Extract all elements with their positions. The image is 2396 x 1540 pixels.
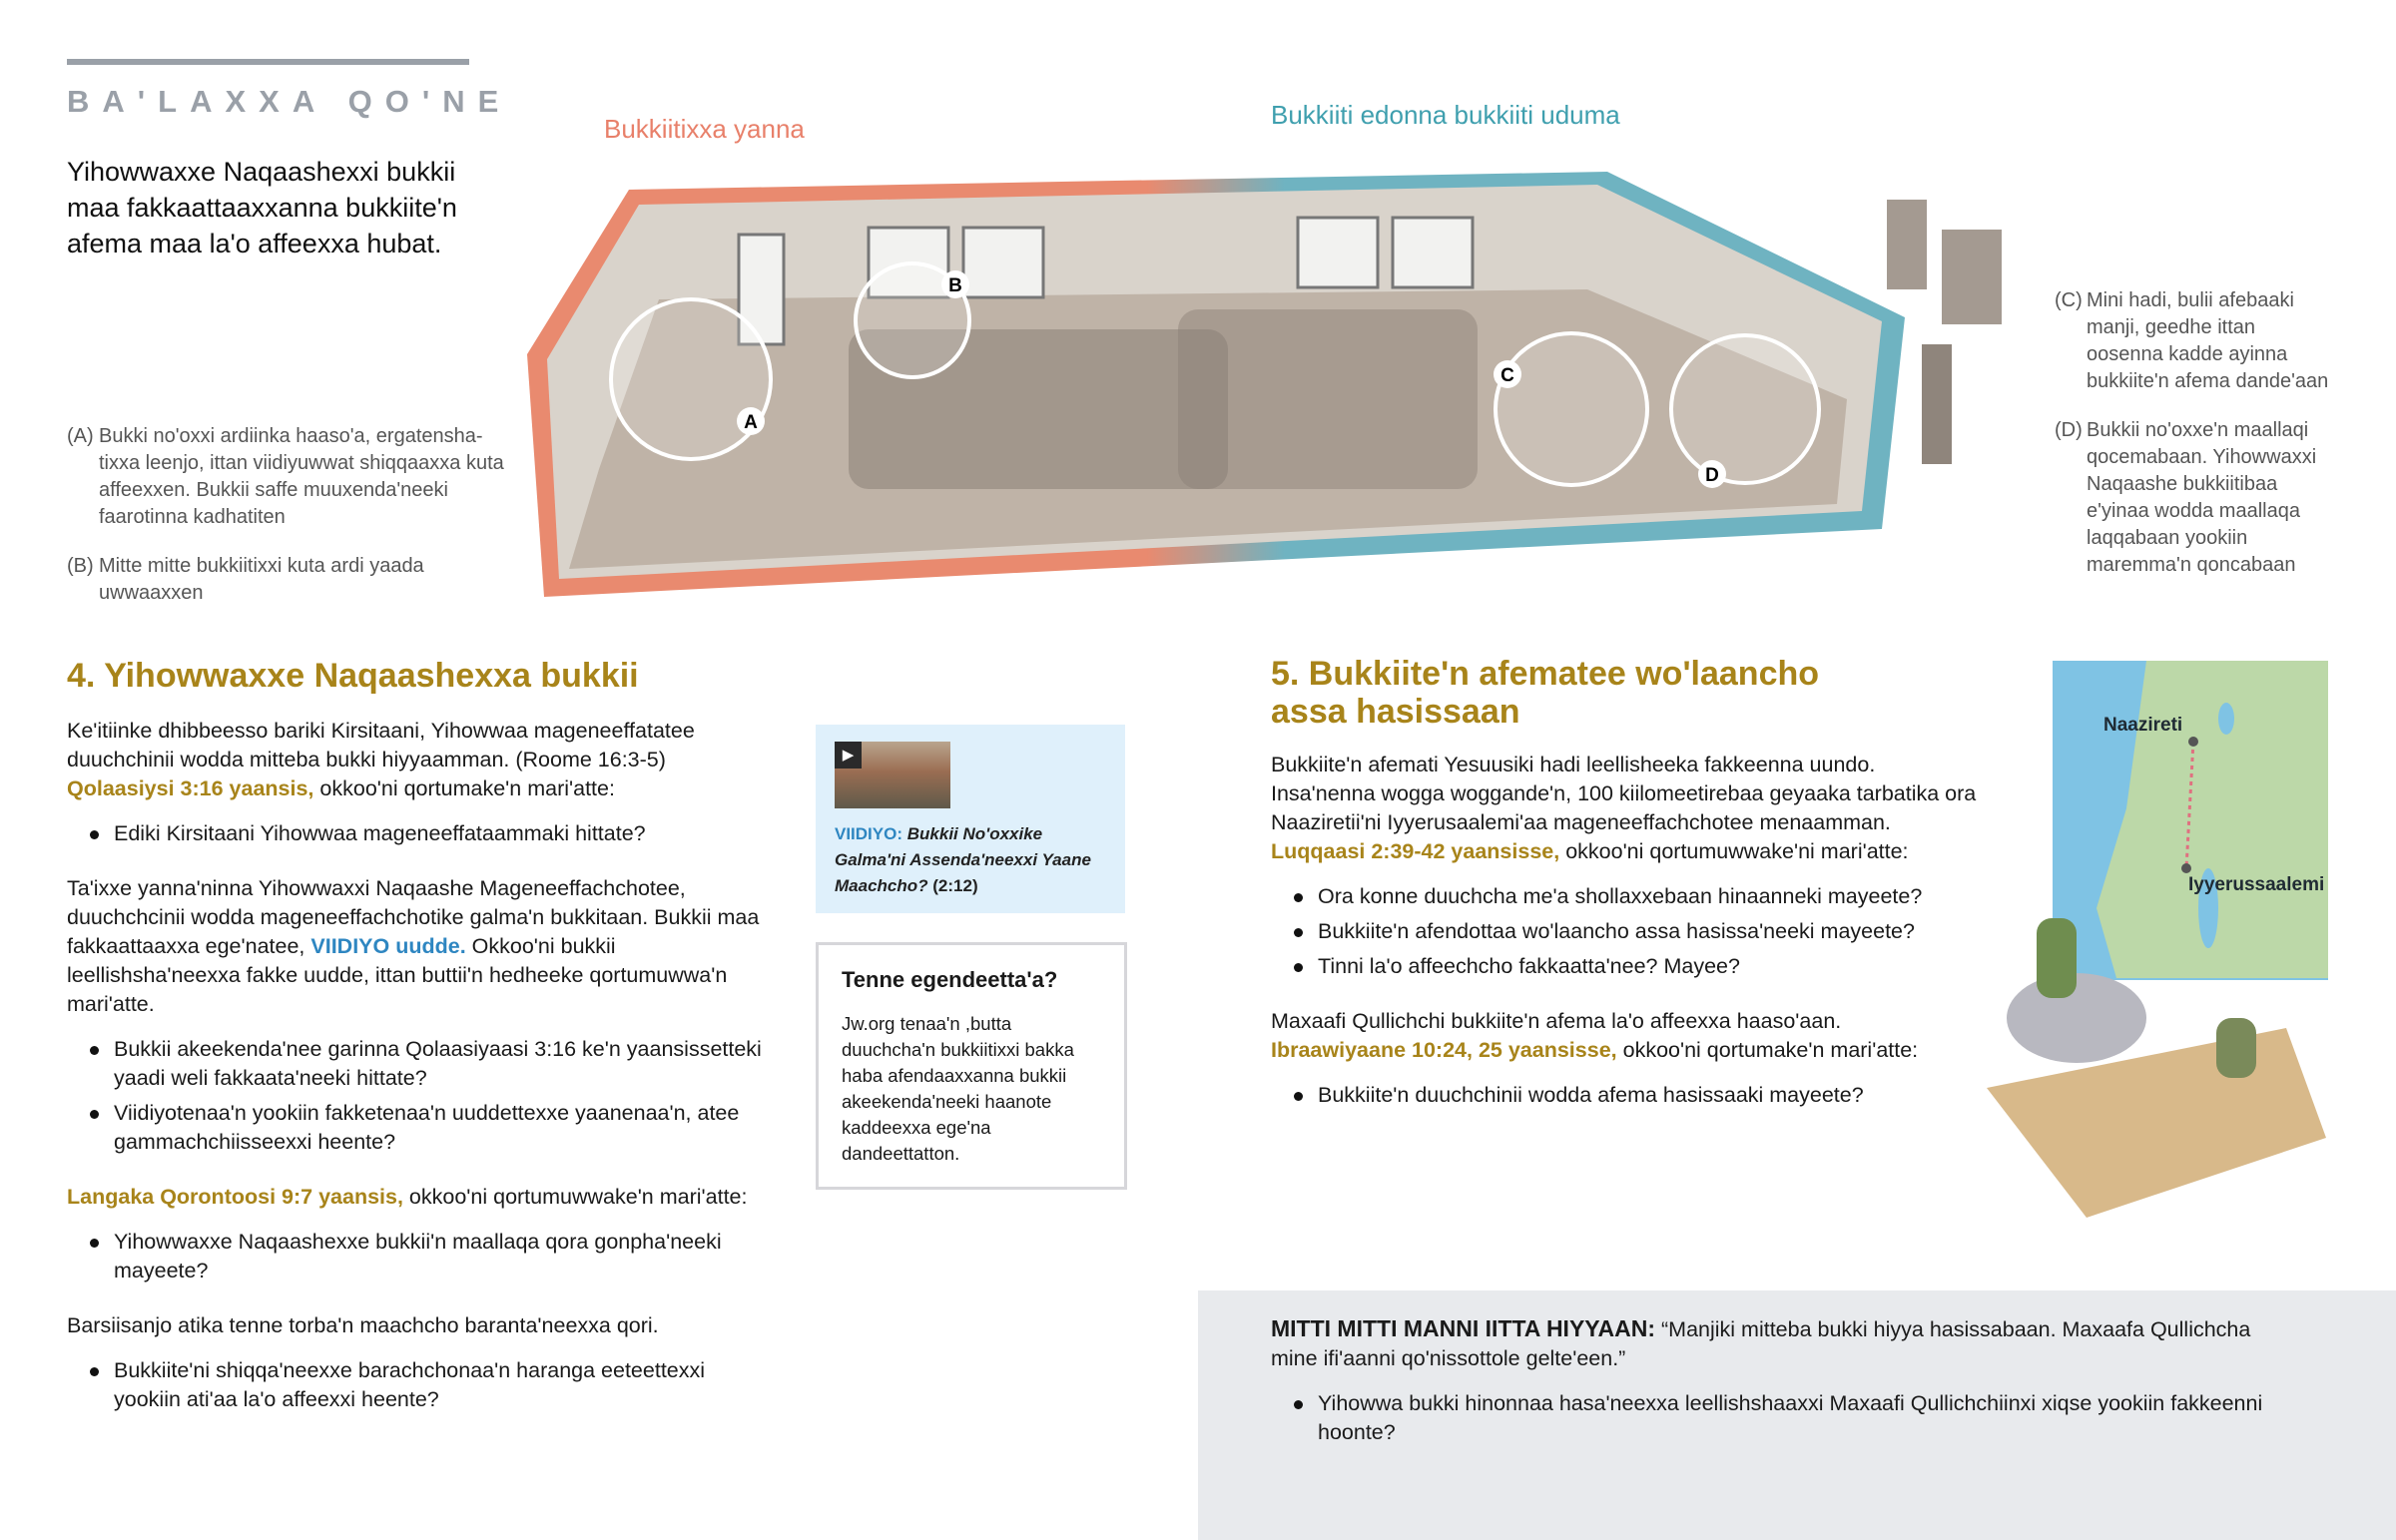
label-after-meeting: Bukkiiti edonna bukkiiti uduma: [1271, 100, 1620, 130]
sea-of-galilee: [2218, 703, 2234, 735]
play-icon[interactable]: ▶: [835, 742, 862, 769]
marker-c: [1494, 360, 1521, 388]
objection-box: [1198, 1290, 2396, 1540]
caption-key: (B): [67, 555, 94, 577]
donkey: [2007, 973, 2146, 1063]
intro-text: Yihowwaxxe Naqaashexxi bukkii maa fakkaattaaxxanna bukkiite'n afema maa la'o affeexxa hubat.: [67, 157, 457, 258]
paragraph: [67, 1183, 766, 1212]
section-5: [1271, 655, 1990, 1136]
question-list: [1271, 1389, 2299, 1447]
paragraph-text: Okkoo'ni bukkii leellishsha'neexxa fakke uudde, ittan buttii'n hedheeke qortumuwwa'n mari'atte.: [67, 934, 728, 1016]
caption-text: Bukki no'oxxi ardiinka haaso'a, ergatensha-tixxa leenjo, ittan viidiyuwwat shiqqaaxxa kuta affeexxen. Bukkii saffe muuxenda'neeki faarotinna kadhatiten: [99, 425, 504, 528]
question-list: [67, 1228, 766, 1285]
paragraph-text: okkoo'ni qortumuwwake'n mari'atte:: [408, 1185, 748, 1209]
caption-key: (D): [2055, 419, 2083, 441]
question-item: Bukkiite'n afendottaa wo'laancho assa hasissa'neeki mayeete?: [1318, 917, 1985, 946]
caption-key: (A): [67, 425, 94, 447]
question-list: [1271, 1081, 1985, 1110]
objection-body: [1271, 1314, 2299, 1473]
circle-c: [1496, 333, 1647, 485]
objection-text: [1271, 1314, 2299, 1373]
video-title[interactable]: Bukkii No'oxxike Galma'ni Assenda'neexxi Yaane Maachcho?: [835, 824, 1091, 895]
video-box[interactable]: [816, 725, 1125, 913]
question-item: Ora konne duuchcha me'a shollaxxebaan hinaanneki mayeete?: [1318, 882, 1985, 911]
marker-a: [737, 407, 765, 435]
section-4: [67, 657, 766, 1440]
map-label-jerusalem: Iyyerussaalemi: [2188, 874, 2325, 895]
section-4-title: 4. Yihowwaxxe Naqaashexxa bukkii: [67, 657, 639, 695]
nazareth-dot: [2188, 737, 2198, 747]
caption-text: Bukkii no'oxxe'n maallaqi qocemabaan. Yihowwaxxi Naqaashe bukkiitibaa e'yinaa wodda maallaqa laqqabaan yookiin maremma'n qoncabaan: [2087, 419, 2317, 576]
paragraph-text: Bukkiite'n afemati Yesuusiki hadi leellisheeka fakkeenna uundo. Insa'nenna wogga woggande'n, 100 kiilomeetirebaa geyaaka tarbatika ora Naaziretii'ni Iyyerusaalemi'aa mageneeffachchotee menaamman.: [1271, 753, 1977, 834]
question-list: [67, 1035, 766, 1157]
question-item: Tinni la'o affeechcho fakkaatta'nee? Mayee?: [1318, 952, 1985, 981]
people-outside: [1887, 200, 1927, 289]
mat: [1987, 1028, 2326, 1218]
paragraph-text: Maxaafi Qullichchi bukkiite'n afema la'o affeexxa haaso'aan.: [1271, 1009, 1842, 1033]
circle-a: [611, 299, 771, 459]
scripture-reference[interactable]: Qolaasiysi 3:16 yaansis,: [67, 776, 314, 800]
question-item: Yihowwaxxe Naqaashexxe bukkii'n maallaqa qora gonpha'neeki mayeete?: [114, 1228, 766, 1285]
paragraph: [67, 874, 766, 1019]
objection-quote: “Manjiki mitteba bukki hiyya hasissabaan. Maxaafa Qullichcha mine ifi'aanni qo'nissottole gelte'een.”: [1271, 1317, 2251, 1370]
video-thumbnail[interactable]: [835, 742, 950, 808]
caption-text: Mitte mitte bukkiitixxi kuta ardi yaada uwwaaxxen: [99, 555, 424, 604]
video-link[interactable]: VIIDIYO uudde.: [310, 934, 466, 958]
mother-figure: [2216, 1018, 2256, 1078]
scripture-reference[interactable]: Luqqaasi 2:39-42 yaansisse,: [1271, 839, 1560, 863]
scripture-reference[interactable]: Ibraawiyaane 10:24, 25 yaansisse,: [1271, 1038, 1617, 1062]
video-caption: [835, 821, 1114, 899]
label-main-hall: Bukkiitixxa yanna: [604, 114, 805, 144]
question-item: Bukkiite'ni shiqqa'neexxe barachchonaa'n haranga eeteettexxi yookiin ati'aa la'o affeexxi heente?: [114, 1356, 766, 1414]
paragraph-text: okkoo'ni qortumake'n mari'atte:: [319, 776, 615, 800]
svg-text:A: A: [744, 412, 758, 433]
marker-d: [1698, 460, 1726, 488]
paragraph: Barsiisanjo atika tenne torba'n maachcho baranta'neexxa qori.: [67, 1313, 659, 1337]
question-item: Ediki Kirsitaani Yihowwaa mageneeffataammaki hittate?: [114, 819, 766, 848]
paragraph: [1271, 1007, 1985, 1065]
question-list: [1271, 882, 1985, 981]
marker-b: [941, 270, 969, 298]
paragraph: [67, 717, 766, 803]
kingdom-hall-illustration: [0, 0, 2396, 639]
video-duration: (2:12): [932, 876, 978, 895]
svg-text:C: C: [1500, 365, 1514, 386]
question-list: [67, 819, 766, 848]
caption-text: Mini hadi, bulii afebaaki manji, geedhe ittan oosenna kadde ayinna bukkiite'n afema dande'aan: [2087, 289, 2329, 392]
map-illustration: [1927, 659, 2346, 1228]
video-label: VIIDIYO:: [835, 824, 903, 843]
father-figure: [2037, 918, 2077, 998]
question-item: Bukkiite'n duuchchinii wodda afema hasissaaki mayeete?: [1318, 1081, 1985, 1110]
did-you-know-box: [816, 942, 1127, 1190]
caption-key: (C): [2055, 289, 2083, 311]
did-you-know-text: Jw.org tenaa'n ,butta duuchcha'n bukkiitixxi bakka haba afendaaxxanna bukkii akeekenda'neeki haanote kaddeexxa ege'na dandeettatton.: [842, 1013, 1074, 1164]
section-kicker: BA'LAXXA QO'NE: [67, 84, 512, 119]
section-5-body: [1271, 751, 1985, 1110]
paragraph-text: Ta'ixxe yanna'ninna Yihowwaxxi Naqaashe Mageneeffachchotee, duuchchcinii wodda mageneeffachchotike galma'n bukkitaan. Bukkii maa fakkaattaaxxa ege'natee,: [67, 876, 760, 958]
svg-text:D: D: [1705, 465, 1719, 486]
section-5-title: 5. Bukkiite'n afematee wo'laancho assa hasissaan: [1271, 655, 1820, 731]
section-4-body: [67, 717, 766, 1414]
paragraph-text: Ke'itiinke dhibbeesso bariki Kirsitaani, Yihowwaa mageneeffatatee duuchchinii wodda mitteba bukki hiyyaamman. (Roome 16:3-5): [67, 719, 695, 771]
circle-d: [1671, 335, 1819, 483]
map-label-nazareth: Naazireti: [2103, 715, 2183, 736]
svg-text:B: B: [948, 275, 962, 296]
paragraph-text: okkoo'ni qortumuwwake'ni mari'atte:: [1565, 839, 1909, 863]
question-list: [67, 1356, 766, 1414]
paragraph-text: okkoo'ni qortumake'n mari'atte:: [1622, 1038, 1919, 1062]
question-item: Bukkii akeekenda'nee garinna Qolaasiyaasi 3:16 ke'n yaansissetteki yaadi weli fakkaata'neeki hittate?: [114, 1035, 766, 1093]
paragraph: [1271, 751, 1985, 866]
question-item: Yihowwa bukki hinonnaa hasa'neexxa leellishshaaxxi Maxaafi Qullichchiinxi xiqse yookiin fakkeenni hoonte?: [1318, 1389, 2299, 1447]
question-item: Viidiyotenaa'n yookiin fakketenaa'n uuddettexxe yaanenaa'n, atee gammachchiisseexxi heente?: [114, 1099, 766, 1157]
scripture-reference[interactable]: Langaka Qorontoosi 9:7 yaansis,: [67, 1185, 403, 1209]
objection-label: MITTI MITTI MANNI IITTA HIYYAAN:: [1271, 1315, 1656, 1341]
did-you-know-title: Tenne egendeetta'a?: [842, 967, 1058, 992]
jerusalem-dot: [2181, 863, 2191, 873]
